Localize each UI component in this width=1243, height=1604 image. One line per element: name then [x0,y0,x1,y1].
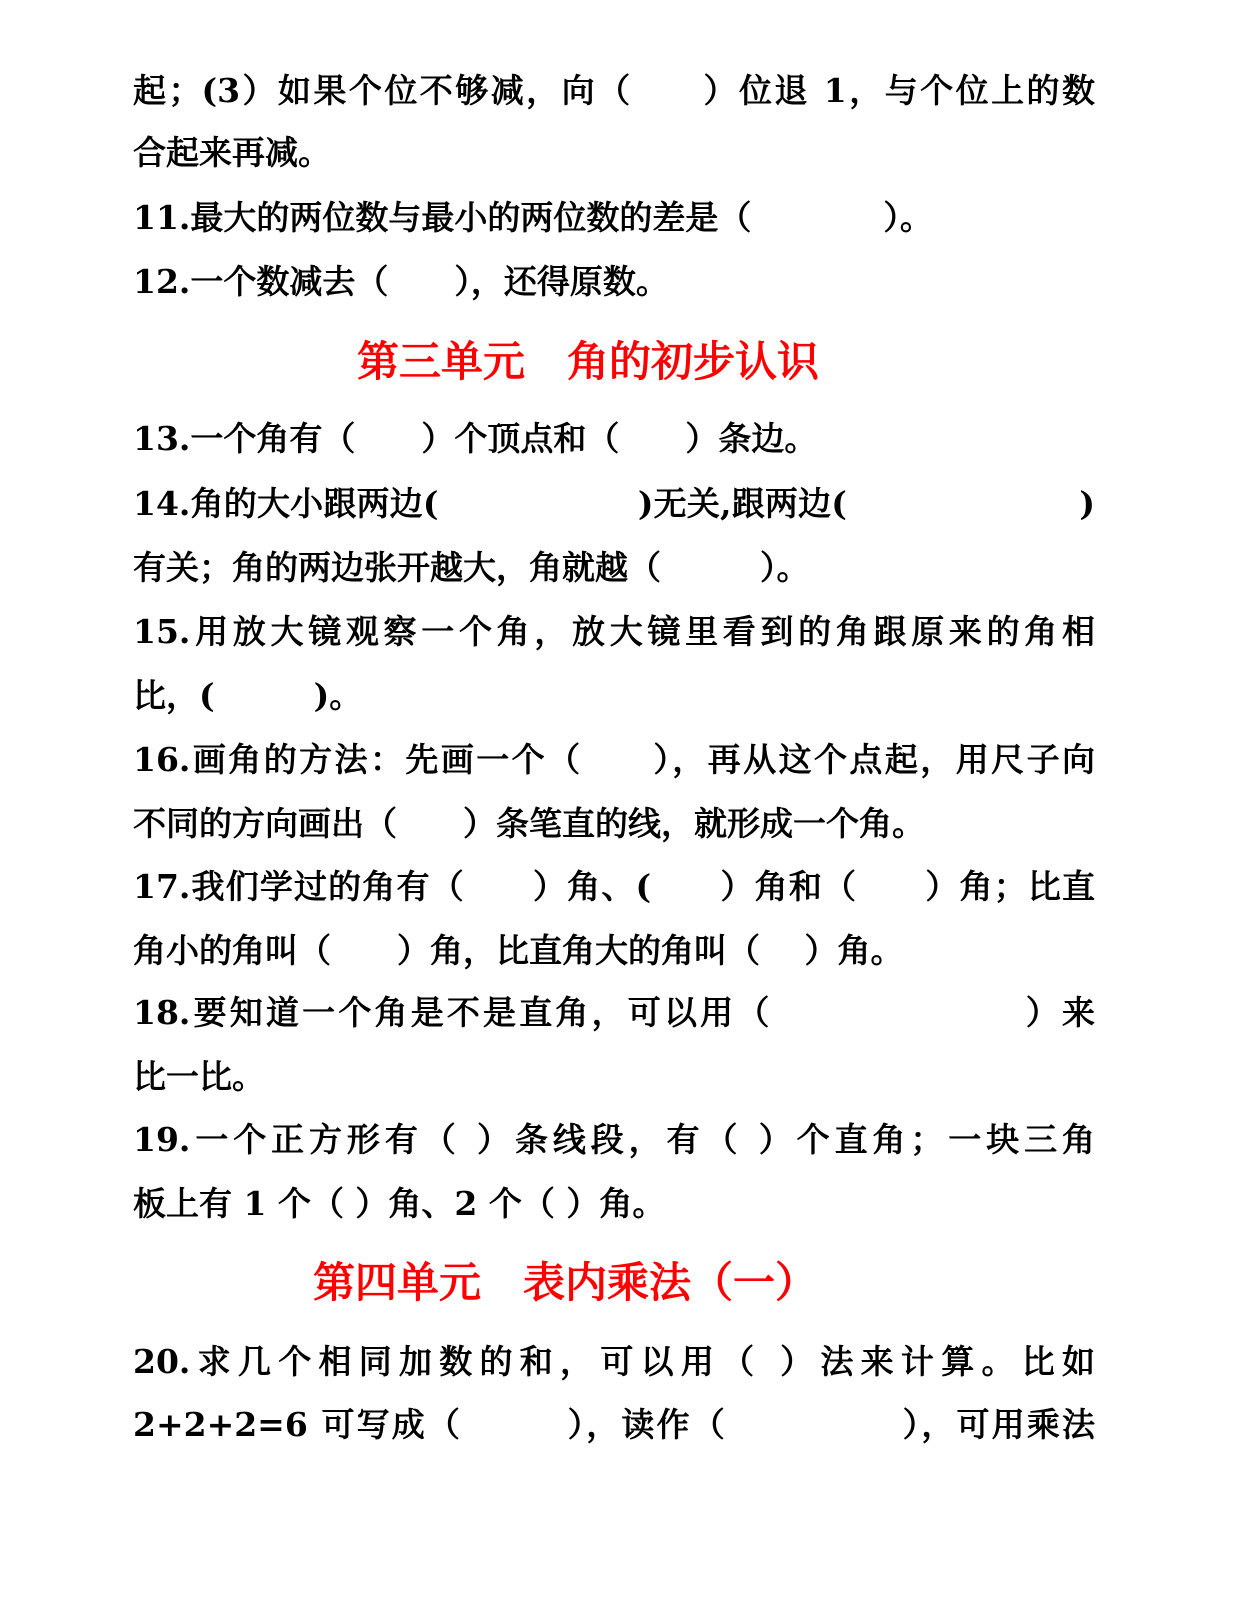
question-14-line-2: 有关；角的两边张开越大，角就越（ ）。 [133,548,810,587]
question-13: 13.一个角有（ ）个顶点和（ ）条边。 [133,419,818,458]
question-19-line-1: 19.一个正方形有（ ）条线段，有（ ）个直角；一块三角 [133,1120,1095,1159]
unit-4-heading: 第四单元 表内乘法（一） [313,1258,818,1307]
question-20-line-1: 20.求几个相同加数的和，可以用（ ）法来计算。比如 [133,1342,1095,1381]
question-16-line-1: 16.画角的方法：先画一个（ ），再从这个点起，用尺子向 [133,740,1095,779]
question-19-line-2: 板上有 1 个（ ）角、2 个（ ）角。 [133,1184,666,1223]
question-16-line-2: 不同的方向画出（ ）条笔直的线，就形成一个角。 [133,804,925,843]
unit-3-heading: 第三单元 角的初步认识 [357,337,820,386]
question-18-line-2: 比一比。 [133,1057,265,1096]
question-17-line-2: 角小的角叫（ ）角，比直角大的角叫（ ）角。 [133,931,904,970]
question-17-line-1: 17.我们学过的角有（ ）角、( ）角和（ ）角；比直 [133,867,1095,906]
question-14-line-1: 14.角的大小跟两边( )无关,跟两边( ) [133,484,1095,523]
question-12: 12.一个数减去（ ），还得原数。 [133,262,669,301]
question-10-line-3: 合起来再减。 [133,133,331,172]
question-20-line-2: 2+2+2=6 可写成（ ），读作（ ），可用乘法 [133,1405,1095,1444]
question-11: 11.最大的两位数与最小的两位数的差是（ ）。 [133,198,933,237]
question-15-line-1: 15.用放大镜观察一个角，放大镜里看到的角跟原来的角相 [133,612,1095,651]
question-10-line-2: 起；(3）如果个位不够减，向（ ）位退 1，与个位上的数 [133,71,1095,110]
question-15-line-2: 比，( )。 [133,676,363,715]
question-18-line-1: 18.要知道一个角是不是直角，可以用（ ）来 [133,993,1095,1032]
